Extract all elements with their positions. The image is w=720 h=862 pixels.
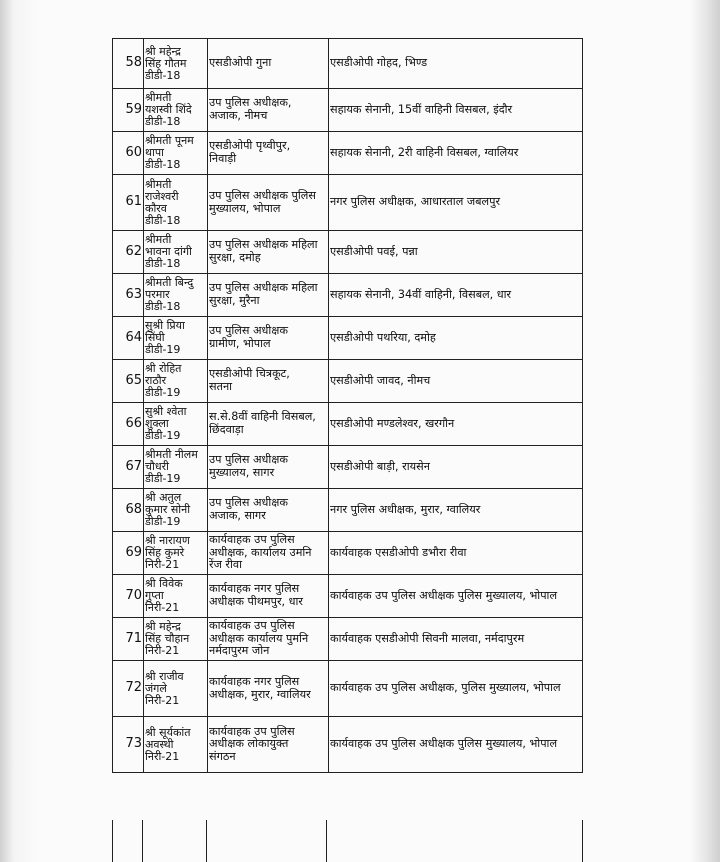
current-posting-line: मुख्यालय, भोपाल [209, 201, 281, 215]
current-posting-cell [208, 39, 329, 89]
new-posting-cell: कार्यवाहक उप पुलिस अधीक्षक पुलिस मुख्यालय, भोपाल [329, 717, 583, 773]
officer-name-line: डीडी-18 [145, 213, 181, 227]
table-row [113, 274, 583, 317]
officer-name-line: श्री अतुल [145, 491, 182, 504]
new-posting-cell: कार्यवाहक उप पुलिस अधीक्षक पुलिस मुख्यालय, भोपाल [329, 575, 583, 618]
current-posting-cell [208, 231, 329, 274]
current-posting-line: रेंज रीवा [209, 558, 243, 572]
officer-name-line: निरी-21 [145, 693, 180, 707]
current-posting-cell [208, 446, 329, 489]
table-row [113, 317, 583, 360]
officer-name-line: श्री विवेक [145, 577, 183, 590]
serial-number: 70 [113, 575, 144, 618]
new-posting-cell: नगर पुलिस अधीक्षक, आधारताल जबलपुर [329, 175, 583, 231]
officer-name-line: राठौर [145, 374, 167, 387]
transfer-list-table [112, 38, 583, 773]
new-posting-cell: सहायक सेनानी, 2री वाहिनी विसबल, ग्वालियर [329, 132, 583, 175]
current-posting-line: उप पुलिस अधीक्षक महिला [209, 281, 318, 295]
officer-name-line: डीडी-18 [145, 300, 181, 313]
current-posting-line: संगठन [209, 749, 236, 763]
current-posting-line: अधीक्षक, मुरार, ग्वालियर [209, 687, 311, 701]
table-row [113, 231, 583, 274]
current-posting-cell [208, 403, 329, 446]
current-posting-line: कार्यवाहक नगर पुलिस [209, 582, 300, 596]
current-posting-line: उप पुलिस अधीक्षक, [209, 96, 292, 110]
new-posting-cell: कार्यवाहक उप पुलिस अधीक्षक, पुलिस मुख्यालय, भोपाल [329, 661, 583, 717]
officer-name-cell [144, 489, 208, 532]
current-posting-line: उप पुलिस अधीक्षक महिला [209, 238, 318, 252]
officer-name-line: राजेश्वरी [145, 189, 179, 203]
new-posting-cell: एसडीओपी पथरिया, दमोह [329, 317, 583, 360]
officer-name-line: निरी-21 [145, 749, 180, 763]
table-edge-divider-1 [142, 820, 143, 862]
officer-name-line: थापा [145, 146, 164, 159]
officer-name-line: श्रीमती पूनम [145, 134, 194, 147]
current-posting-line: निवाड़ी [209, 152, 237, 165]
officer-name-line: निरी-21 [145, 601, 180, 614]
current-posting-cell [208, 360, 329, 403]
serial-number: 64 [113, 317, 144, 360]
new-posting-cell: कार्यवाहक एसडीओपी सिवनी मालवा, नर्मदापुरम [329, 618, 583, 661]
serial-number: 68 [113, 489, 144, 532]
officer-name-line: यशस्वी शिंदे [145, 103, 192, 116]
officer-name-line: परमार [145, 288, 170, 301]
current-posting-line: एसडीओपी पृथ्वीपुर, [209, 139, 291, 153]
current-posting-line: ग्रामीण, भोपाल [209, 337, 271, 350]
serial-number: 60 [113, 132, 144, 175]
officer-name-line: शुक्ला [145, 417, 169, 430]
current-posting-line: कार्यवाहक उप पुलिस [209, 619, 295, 633]
current-posting-cell [208, 618, 329, 661]
serial-number: 65 [113, 360, 144, 403]
table-edge-right [582, 820, 583, 862]
officer-name-line: श्रीमती [145, 233, 172, 246]
serial-number: 61 [113, 175, 144, 231]
officer-name-cell [144, 661, 208, 717]
officer-name-cell [144, 618, 208, 661]
new-posting-cell: एसडीओपी बाड़ी, रायसेन [329, 446, 583, 489]
officer-name-cell [144, 575, 208, 618]
current-posting-line: एसडीओपी गुना [209, 56, 272, 70]
officer-name-line: डीडी-19 [145, 386, 181, 399]
current-posting-line: उप पुलिस अधीक्षक पुलिस [209, 188, 316, 202]
officer-name-line: श्री नारायण [145, 534, 190, 547]
current-posting-line: अधीक्षक कार्यालय पुमनि [209, 631, 309, 645]
current-posting-cell [208, 489, 329, 532]
officer-name-line: डीडी-19 [145, 343, 181, 356]
officer-name-cell [144, 132, 208, 175]
officer-name-line: निरी-21 [145, 558, 180, 571]
table-body [113, 39, 583, 773]
officer-name-line: श्री महेन्द्र [145, 620, 181, 633]
table-row [113, 89, 583, 132]
table-edge-divider-3 [326, 820, 327, 862]
current-posting-line: उप पुलिस अधीक्षक [209, 496, 288, 510]
officer-name-line: श्रीमती नीलम [145, 448, 198, 461]
serial-number: 67 [113, 446, 144, 489]
current-posting-line: सुरक्षा, मुरैना [209, 294, 260, 307]
table-row [113, 532, 583, 575]
current-posting-line: अजाक, नीमच [209, 109, 268, 122]
officer-name-line: डीडी-18 [145, 257, 181, 270]
new-posting-cell: सहायक सेनानी, 15वीं वाहिनी विसबल, इंदौर [329, 89, 583, 132]
officer-name-cell [144, 89, 208, 132]
officer-name-line: कौरव [145, 201, 167, 215]
current-posting-line: सुरक्षा, दमोह [209, 251, 261, 264]
officer-name-line: श्रीमती बिन्दु [145, 276, 194, 289]
officer-name-cell [144, 360, 208, 403]
current-posting-line: मुख्यालय, सागर [209, 466, 275, 479]
current-posting-cell [208, 532, 329, 575]
table-row [113, 403, 583, 446]
officer-name-cell [144, 175, 208, 231]
current-posting-cell [208, 661, 329, 717]
current-posting-line: उप पुलिस अधीक्षक [209, 453, 288, 467]
officer-name-line: श्री महेन्द्र [145, 44, 181, 58]
officer-name-cell [144, 717, 208, 773]
current-posting-line: उप पुलिस अधीक्षक [209, 324, 288, 338]
new-posting-cell: एसडीओपी मण्डलेश्वर, खरगौन [329, 403, 583, 446]
officer-name-line: श्रीमती [145, 177, 172, 191]
officer-name-line: सिंह गौतम [145, 56, 187, 70]
table-row [113, 717, 583, 773]
current-posting-line: अधीक्षक, कार्यालय उमनि [209, 545, 312, 559]
officer-name-cell [144, 231, 208, 274]
officer-name-cell [144, 403, 208, 446]
new-posting-cell: एसडीओपी गोहद, भिण्ड [329, 39, 583, 89]
officer-name-line: चौधरी [145, 460, 169, 473]
current-posting-line: सतना [209, 380, 233, 393]
current-posting-line: कार्यवाहक उप पुलिस [209, 533, 295, 547]
officer-name-line: सिंह कुमरे [145, 546, 185, 559]
current-posting-cell [208, 717, 329, 773]
officer-name-line: डीडी-19 [145, 515, 181, 528]
officer-name-cell [144, 446, 208, 489]
officer-name-line: गुप्ता [145, 589, 164, 602]
serial-number: 72 [113, 661, 144, 717]
new-posting-cell: एसडीओपी जावद, नीमच [329, 360, 583, 403]
current-posting-line: एसडीओपी चित्रकूट, [209, 367, 290, 381]
new-posting-cell: कार्यवाहक एसडीओपी डभौरा रीवा [329, 532, 583, 575]
table-row [113, 132, 583, 175]
current-posting-line: अधीक्षक पीथमपुर, धार [209, 595, 303, 608]
serial-number: 69 [113, 532, 144, 575]
table-row [113, 575, 583, 618]
new-posting-cell: सहायक सेनानी, 34वीं वाहिनी, विसबल, धार [329, 274, 583, 317]
current-posting-line: कार्यवाहक उप पुलिस [209, 724, 295, 738]
new-posting-cell: नगर पुलिस अधीक्षक, मुरार, ग्वालियर [329, 489, 583, 532]
officer-name-line: श्रीमती [145, 91, 172, 104]
serial-number: 59 [113, 89, 144, 132]
serial-number: 63 [113, 274, 144, 317]
officer-name-line: डीडी-18 [145, 68, 181, 82]
serial-number: 58 [113, 39, 144, 89]
new-posting-cell: एसडीओपी पवई, पन्ना [329, 231, 583, 274]
serial-number: 73 [113, 717, 144, 773]
current-posting-cell [208, 89, 329, 132]
current-posting-line: अजाक, सागर [209, 509, 266, 522]
officer-name-line: डीडी-19 [145, 472, 181, 485]
officer-name-line: डीडी-18 [145, 158, 181, 171]
officer-name-cell [144, 532, 208, 575]
current-posting-line: स.से.8वीं वाहिनी विसबल, [209, 410, 316, 424]
current-posting-cell [208, 175, 329, 231]
table-edge-left [112, 820, 113, 862]
officer-name-line: श्री सूर्यकांत [145, 725, 191, 739]
table-row [113, 489, 583, 532]
current-posting-cell [208, 132, 329, 175]
officer-name-line: श्री रोहित [145, 362, 182, 375]
officer-name-line: सुश्री श्वेता [145, 405, 187, 418]
serial-number: 62 [113, 231, 144, 274]
current-posting-cell [208, 274, 329, 317]
current-posting-line: कार्यवाहक नगर पुलिस [209, 674, 300, 688]
current-posting-line: अधीक्षक लोकायुक्त [209, 737, 289, 751]
officer-name-line: निरी-21 [145, 644, 180, 657]
officer-name-cell [144, 39, 208, 89]
officer-name-line: सिंह चौहान [145, 632, 190, 645]
current-posting-cell [208, 575, 329, 618]
officer-name-cell [144, 317, 208, 360]
officer-name-line: डीडी-18 [145, 115, 181, 128]
table-row [113, 39, 583, 89]
officer-name-line: कुमार सोनी [145, 503, 191, 516]
table-edge-divider-2 [206, 820, 207, 862]
table-row [113, 618, 583, 661]
current-posting-line: छिंदवाड़ा [209, 423, 244, 436]
serial-number: 66 [113, 403, 144, 446]
officer-name-line: जंगले [145, 681, 167, 695]
officer-name-line: सिंघी [145, 331, 165, 344]
serial-number: 71 [113, 618, 144, 661]
officer-name-cell [144, 274, 208, 317]
table-row [113, 661, 583, 717]
officer-name-line: सुश्री प्रिया [145, 319, 185, 332]
table-row [113, 446, 583, 489]
current-posting-line: नर्मदापुरम जोन [209, 644, 270, 658]
table-row [113, 360, 583, 403]
table-row [113, 175, 583, 231]
officer-name-line: डीडी-19 [145, 429, 181, 442]
officer-name-line: भावना दांगी [145, 245, 192, 258]
officer-name-line: अवस्थी [145, 737, 174, 751]
current-posting-cell [208, 317, 329, 360]
officer-name-line: श्री राजीव [145, 669, 184, 683]
